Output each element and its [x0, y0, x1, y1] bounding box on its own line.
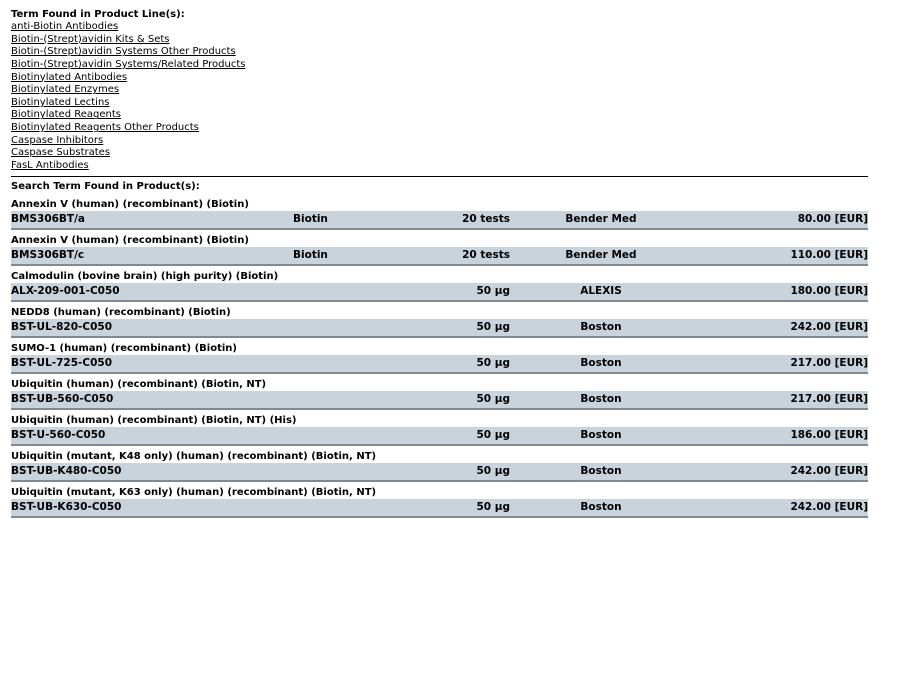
product-line-link[interactable]: Caspase Inhibitors: [11, 134, 104, 146]
product-entry: [11, 446, 868, 482]
products-heading: Search Term Found in Product(s):: [11, 180, 200, 192]
catalog-number[interactable]: BST-UB-K630-C050: [11, 500, 122, 513]
catalog-number[interactable]: BST-UL-820-C050: [11, 320, 113, 333]
section-divider: [11, 176, 868, 177]
price: 217.00 [EUR]: [790, 356, 868, 369]
product-line-link[interactable]: Biotin-(Strept)avidin Systems/Related Products: [11, 58, 246, 70]
product-row[interactable]: [11, 355, 868, 374]
product-lines-list: [11, 21, 868, 173]
product-line-item: [11, 135, 868, 148]
product-entry: [11, 374, 868, 410]
package-size: 50 µg: [476, 320, 510, 333]
catalog-number[interactable]: ALX-209-001-C050: [11, 284, 120, 297]
price: 186.00 [EUR]: [790, 428, 868, 441]
price: 80.00 [EUR]: [797, 212, 868, 225]
product-row[interactable]: [11, 463, 868, 482]
product-row[interactable]: [11, 247, 868, 266]
search-results: [11, 8, 868, 518]
product-row[interactable]: [11, 391, 868, 410]
product-entry: [11, 266, 868, 302]
supplier: Boston: [580, 500, 622, 513]
package-size: 50 µg: [476, 464, 510, 477]
product-line-link[interactable]: FasL Antibodies: [11, 160, 89, 172]
product-entry: [11, 410, 868, 446]
product-line-link[interactable]: Caspase Substrates: [11, 147, 111, 159]
package-size: 50 µg: [476, 428, 510, 441]
product-line-link[interactable]: anti-Biotin Antibodies: [11, 21, 119, 32]
package-size: 50 µg: [476, 284, 510, 297]
product-line-link[interactable]: Biotinylated Reagents: [11, 109, 121, 121]
product-line-item: [11, 160, 868, 173]
price: 110.00 [EUR]: [790, 248, 868, 261]
supplier: Boston: [580, 428, 622, 441]
product-lines-heading: Term Found in Product Line(s):: [11, 9, 185, 20]
supplier: Boston: [580, 320, 622, 333]
product-name: NEDD8 (human) (recombinant) (Biotin): [11, 306, 231, 318]
catalog-number[interactable]: BST-UB-K480-C050: [11, 464, 122, 477]
package-size: 20 tests: [462, 212, 510, 225]
package-size: 50 µg: [476, 356, 510, 369]
catalog-number[interactable]: BST-U-560-C050: [11, 428, 106, 441]
product-name: Calmodulin (bovine brain) (high purity) (Biotin): [11, 270, 279, 282]
package-size: 20 tests: [462, 248, 510, 261]
product-name: SUMO-1 (human) (recombinant) (Biotin): [11, 342, 237, 354]
product-row[interactable]: [11, 211, 868, 230]
product-line-link[interactable]: Biotin-(Strept)avidin Kits & Sets: [11, 33, 170, 45]
product-entry: [11, 302, 868, 338]
product-description: Biotin: [293, 248, 328, 261]
price: 180.00 [EUR]: [790, 284, 868, 297]
catalog-number[interactable]: BMS306BT/c: [11, 248, 85, 261]
product-line-item: [11, 21, 868, 34]
package-size: 50 µg: [476, 392, 510, 405]
catalog-number[interactable]: BST-UL-725-C050: [11, 356, 113, 369]
product-line-item: [11, 46, 868, 59]
product-line-item: [11, 109, 868, 122]
product-name: Annexin V (human) (recombinant) (Biotin): [11, 234, 249, 246]
product-row[interactable]: [11, 427, 868, 446]
supplier: Boston: [580, 356, 622, 369]
supplier: Bender Med: [565, 248, 637, 261]
price: 242.00 [EUR]: [790, 320, 868, 333]
product-row[interactable]: [11, 283, 868, 302]
product-line-item: [11, 59, 868, 72]
price: 242.00 [EUR]: [790, 500, 868, 513]
product-name: Ubiquitin (human) (recombinant) (Biotin, NT) (His): [11, 414, 297, 426]
catalog-number[interactable]: BMS306BT/a: [11, 212, 86, 225]
supplier: Boston: [580, 464, 622, 477]
product-line-item: [11, 122, 868, 135]
product-entry: [11, 230, 868, 266]
product-name: Ubiquitin (mutant, K63 only) (human) (recombinant) (Biotin, NT): [11, 486, 377, 498]
product-line-link[interactable]: Biotinylated Reagents Other Products: [11, 122, 199, 134]
product-description: Biotin: [293, 212, 328, 225]
product-entry: [11, 194, 868, 230]
product-entry: [11, 482, 868, 518]
product-line-link[interactable]: Biotinylated Lectins: [11, 96, 110, 108]
supplier: ALEXIS: [580, 284, 622, 297]
product-line-item: [11, 147, 868, 160]
product-name: Ubiquitin (human) (recombinant) (Biotin, NT): [11, 378, 267, 390]
product-line-item: [11, 34, 868, 47]
catalog-number[interactable]: BST-UB-560-C050: [11, 392, 114, 405]
product-line-link[interactable]: Biotinylated Antibodies: [11, 71, 128, 83]
product-line-item: [11, 97, 868, 110]
product-line-item: [11, 72, 868, 85]
product-name: Ubiquitin (mutant, K48 only) (human) (recombinant) (Biotin, NT): [11, 450, 377, 462]
price: 217.00 [EUR]: [790, 392, 868, 405]
package-size: 50 µg: [476, 500, 510, 513]
product-line-link[interactable]: Biotinylated Enzymes: [11, 84, 120, 96]
product-entry: [11, 338, 868, 374]
supplier: Bender Med: [565, 212, 637, 225]
supplier: Boston: [580, 392, 622, 405]
product-name: Annexin V (human) (recombinant) (Biotin): [11, 198, 249, 210]
product-row[interactable]: [11, 319, 868, 338]
price: 242.00 [EUR]: [790, 464, 868, 477]
product-line-item: [11, 84, 868, 97]
product-row[interactable]: [11, 499, 868, 518]
product-line-link[interactable]: Biotin-(Strept)avidin Systems Other Products: [11, 46, 236, 58]
